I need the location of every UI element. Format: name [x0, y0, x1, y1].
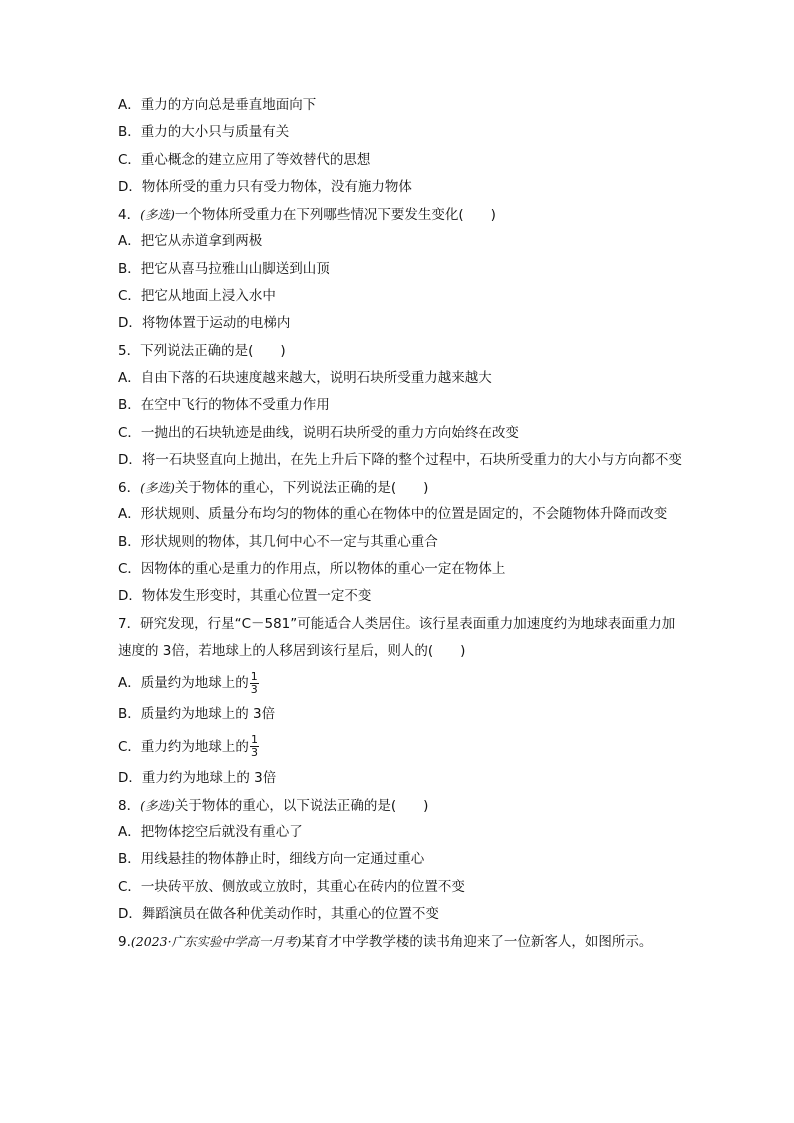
q4-number: 4．	[118, 207, 141, 224]
q8-option-d: D．舞蹈演员在做各种优美动作时，其重心的位置不变	[118, 906, 439, 923]
q6-option-c: C．因物体的重心是重力的作用点，所以物体的重心一定在物体上	[118, 561, 506, 578]
question-9	[118, 928, 683, 955]
q4-option-c: C．把它从地面上浸入水中	[118, 288, 276, 305]
q6-stem-text: 关于物体的重心，下列说法正确的是( )	[174, 480, 429, 497]
q3-option-b: B．重力的大小只与质量有关	[118, 124, 290, 141]
q6-multi-tag: (多选)	[140, 480, 175, 496]
q9-number: 9.	[118, 934, 131, 951]
fraction-denominator: 3	[250, 746, 258, 760]
q5-option-a: A．自由下落的石块速度越来越大，说明石块所受重力越来越大	[118, 369, 492, 386]
q3-option-c: C．重心概念的建立应用了等效替代的思想	[118, 151, 371, 168]
q6-option-b: B．形状规则的物体，其几何中心不一定与其重心重合	[118, 533, 438, 550]
q8-option-c: C．一块砖平放、侧放或立放时，其重心在砖内的位置不变	[118, 878, 465, 895]
q4-option-d: D．将物体置于运动的电梯内	[118, 315, 291, 332]
q6-stem	[118, 474, 683, 501]
q5-stem: 5．下列说法正确的是( )	[118, 342, 286, 359]
q5-option-c: C．一抛出的石块轨迹是曲线，说明石块所受的重力方向始终在改变	[118, 424, 519, 441]
q4-stem-text: 一个物体所受重力在下列哪些情况下要发生变化( )	[174, 207, 496, 224]
q5-option-d: D．将一石块竖直向上抛出，在先上升后下降的整个过程中，石块所受重力的大小与方向都不变	[118, 451, 682, 468]
q4-option-b: B．把它从喜马拉雅山山脚送到山顶	[118, 260, 330, 277]
question-8	[118, 792, 683, 928]
q7-option-a	[118, 665, 683, 701]
q9-stem-text: 某育才中学教学楼的读书角迎来了一位新客人，如图所示。	[301, 934, 653, 951]
q4-multi-tag: (多选)	[140, 207, 175, 223]
q5-option-b: B．在空中飞行的物体不受重力作用	[118, 397, 330, 414]
q6-option-d: D．物体发生形变时，其重心位置一定不变	[118, 588, 372, 605]
q4-stem	[118, 201, 683, 228]
fraction-numerator: 1	[250, 733, 258, 747]
q8-stem	[118, 792, 683, 819]
question-4	[118, 201, 683, 337]
q7-option-c-fraction	[250, 734, 259, 759]
q7-option-d: D．重力约为地球上的 3倍	[118, 769, 277, 786]
q7-option-b: B．质量约为地球上的 3倍	[118, 706, 276, 723]
question-7	[118, 611, 683, 792]
q7-option-c	[118, 729, 683, 765]
question-5	[118, 338, 683, 474]
q7-option-a-text: A．质量约为地球上的	[118, 675, 249, 692]
q6-number: 6．	[118, 480, 141, 497]
q8-option-a: A．把物体挖空后就没有重心了	[118, 824, 303, 841]
q8-multi-tag: (多选)	[140, 797, 175, 813]
q9-source-tag: (2023·广东实验中学高一月考)	[130, 934, 302, 950]
q3-option-d: D．物体所受的重力只有受力物体，没有施力物体	[118, 178, 412, 195]
q8-number: 8．	[118, 797, 141, 814]
fraction-denominator: 3	[250, 682, 258, 696]
q7-option-c-text: C．重力约为地球上的	[118, 738, 249, 755]
fraction-numerator: 1	[250, 669, 258, 683]
q3-option-a: A．重力的方向总是垂直地面向下	[118, 97, 317, 113]
question-3-options	[118, 92, 683, 201]
q9-stem	[118, 928, 683, 955]
q7-option-a-fraction	[250, 671, 259, 696]
worksheet-page	[118, 92, 683, 956]
question-6	[118, 474, 683, 610]
q4-option-a: A．把它从赤道拿到两极	[118, 233, 263, 250]
q8-stem-text: 关于物体的重心，以下说法正确的是( )	[174, 797, 429, 814]
q7-stem: 7．研究发现，行星“C－581”可能适合人类居住。该行星表面重力加速度约为地球表面重力加速度的 3倍，若地球上的人移居到该行星后，则人的( )	[118, 615, 676, 659]
q8-option-b: B．用线悬挂的物体静止时，细线方向一定通过重心	[118, 851, 425, 868]
q6-option-a: A．形状规则、质量分布均匀的物体的重心在物体中的位置是固定的，不会随物体升降而改变	[118, 506, 668, 523]
